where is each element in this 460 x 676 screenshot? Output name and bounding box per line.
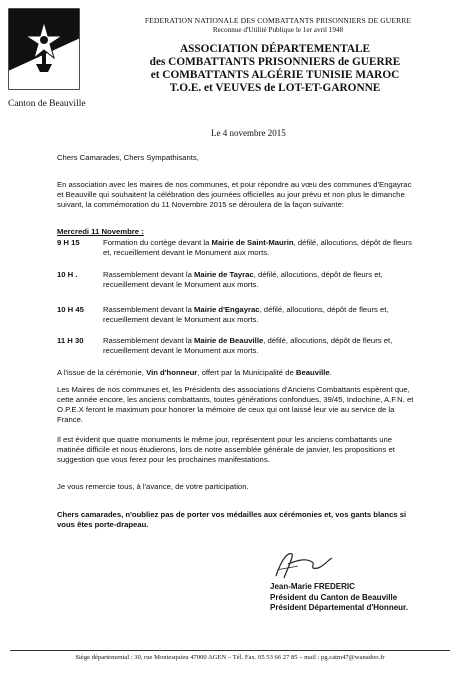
schedule-text: Formation du cortège devant la Mairie de Saint-Maurin, défilé, allocutions, dépôt de fleurs et, recueillement devant le Monument aux morts. bbox=[103, 238, 412, 257]
schedule-text: Rassemblement devant la Mairie de Beauville, défilé, allocutions, dépôt de fleurs et, recueillement devant le Monument aux morts. bbox=[103, 336, 393, 355]
letter-date: Le 4 novembre 2015 bbox=[211, 128, 286, 138]
municipality-name: Beauville bbox=[295, 368, 330, 377]
association-logo bbox=[8, 8, 80, 90]
schedule-item bbox=[57, 238, 417, 258]
difficulty-paragraph: Il est évident que quatre monuments le même jour, représentent pour les anciens combattants une matinée difficile et nous étudierons, lors de notre assemblée générale de janvier, les propositions et suggestion que vous ferez pour les prochaines manifestations. bbox=[57, 435, 395, 464]
day-heading: Mercredi 11 Novembre : bbox=[57, 227, 144, 236]
recognition-line: Reconnue d'Utilité Publique le 1er avril 1948 bbox=[212, 26, 344, 34]
association-line: T.O.E. et VEUVES de LOT-ET-GARONNE bbox=[169, 82, 381, 94]
signatory-title: Président Départemental d'Honneur. bbox=[270, 603, 408, 612]
footer-address: Siège départemental : 30, rue Montesquieu 47000 AGEN – Tél. Fax. 05 53 66 27 85 – mail : pg.catm47@wanadoo.fr bbox=[75, 654, 385, 661]
schedule-place: Mairie de Tayrac bbox=[194, 270, 254, 279]
schedule-time: 11 H 30 bbox=[57, 336, 84, 345]
schedule-time: 10 H 45 bbox=[57, 305, 84, 314]
canton-label: Canton de Beauville bbox=[8, 99, 86, 109]
ceremony-line: A l'issue de la cérémonie, Vin d'honneur, offert par la Municipalité de Beauville. bbox=[57, 368, 332, 377]
handwritten-signature bbox=[268, 548, 338, 582]
signatory-name: Jean-Marie FREDERIC bbox=[270, 582, 355, 591]
schedule-text: Rassemblement devant la Mairie de Tayrac, défilé, allocutions, dépôt de fleurs et, recueillement devant le Monument aux morts. bbox=[103, 270, 383, 289]
federation-title: FEDERATION NATIONALE DES COMBATTANTS PRISONNIERS DE GUERRE bbox=[144, 16, 412, 25]
schedule-item bbox=[57, 305, 417, 325]
schedule-place: Mairie d'Engayrac bbox=[194, 305, 260, 314]
signature-block bbox=[270, 582, 408, 614]
signatory-title: Président du Canton de Beauville bbox=[270, 592, 398, 602]
salutation: Chers Camarades, Chers Sympathisants, bbox=[57, 153, 199, 162]
association-line: ASSOCIATION DÉPARTEMENTALE bbox=[179, 43, 371, 55]
association-line: et COMBATTANTS ALGÉRIE TUNISIE MAROC bbox=[150, 69, 400, 81]
schedule-text: Rassemblement devant la Mairie d'Engayrac, défilé, allocutions, dépôt de fleurs et, recueillement devant le Monument aux morts. bbox=[103, 305, 389, 324]
association-line: des COMBATTANTS PRISONNIERS de GUERRE bbox=[149, 56, 401, 68]
intro-paragraph: En association avec les maires de nos communes, et pour répondre au vœu des communes d'Engayrac et Beauville qui souhaitent la célébration des journées officielles au jour prévu et non plus le dimanche suivant, la commémoration du 11 Novembre 2015 se déroulera de la façon suivante: bbox=[57, 180, 412, 209]
association-title bbox=[100, 43, 450, 95]
schedule-item bbox=[57, 270, 417, 290]
mayors-paragraph: Les Maires de nos communes et, les Présidents des associations d'Anciens Combattants espèrent que, cette année encore, les anciens combattants, toutes générations confondues, 39/45, Indochine, A.F.N. et O.P.E.X feront le maximum pour honorer la mémoire de ceux qui ont laissé leur vie au service de la France. bbox=[57, 385, 414, 424]
vin-honneur: Vin d'honneur bbox=[146, 368, 198, 377]
schedule-item bbox=[57, 336, 417, 356]
schedule-place: Mairie de Beauville bbox=[194, 336, 264, 345]
schedule-time: 9 H 15 bbox=[57, 238, 80, 247]
thanks-line: Je vous remercie tous, à l'avance, de votre participation. bbox=[57, 482, 249, 491]
schedule-place: Mairie de Saint-Maurin bbox=[211, 238, 294, 247]
reminder-paragraph: Chers camarades, n'oubliez pas de porter vos médailles aux cérémonies et, vos gants blancs si vous êtes porte-drapeau. bbox=[57, 510, 407, 529]
footer-divider bbox=[10, 650, 450, 651]
schedule-time: 10 H . bbox=[57, 270, 78, 279]
